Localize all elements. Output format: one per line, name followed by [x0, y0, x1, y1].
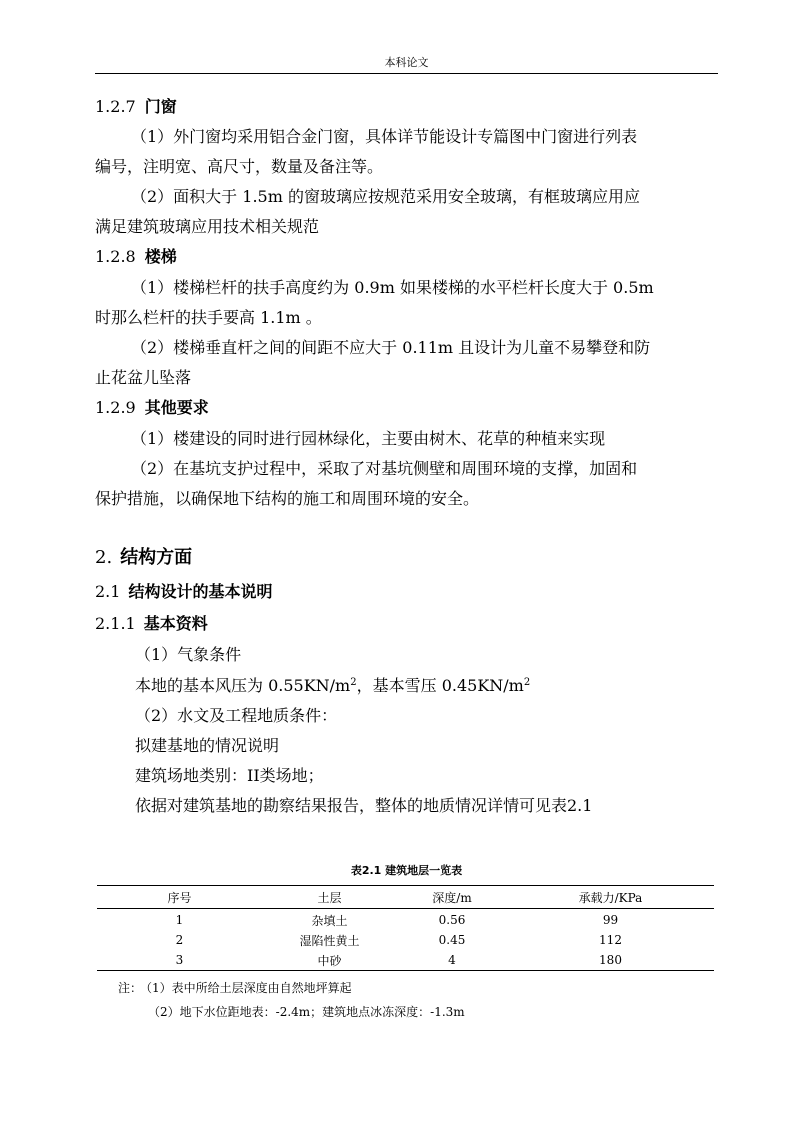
- table-cell: 1: [175, 913, 184, 927]
- table-cell: 112: [599, 933, 622, 947]
- table-cell: 3: [97, 950, 262, 971]
- table-cell: 0.56: [438, 913, 466, 927]
- table-cell: 180: [507, 950, 714, 971]
- paragraph-line: 时那么栏杆的扶手要高 1.1m 。: [95, 308, 322, 327]
- heading-title: 基本资料: [143, 614, 208, 633]
- heading-1-2-9: [95, 398, 209, 418]
- heading-number: 1.2.9: [95, 398, 136, 417]
- paragraph-line: 止花盆儿坠落: [95, 368, 192, 387]
- heading-1-2-8: [95, 247, 177, 267]
- note-line: （2）地下水位距地表：-2.4m；建筑地点冰冻深度：-1.3m: [148, 1005, 465, 1019]
- table-caption: 表2.1 建筑地层一览表: [350, 864, 463, 877]
- table-row: [97, 909, 714, 931]
- paragraph-line: （2）面积大于 1.5m 的窗玻璃应按规范采用安全玻璃，有框玻璃应用应: [131, 187, 640, 206]
- heading-title: 楼梯: [144, 247, 177, 266]
- table-cell: 2: [175, 933, 184, 947]
- paragraph-line: 编号，注明宽、高尺寸，数量及备注等。: [95, 157, 384, 176]
- table-cell: 湿陷性黄土: [299, 933, 360, 948]
- heading-1-2-7: [95, 97, 177, 117]
- heading-2: [95, 547, 192, 569]
- paragraph-line: （2）水文及工程地质条件：: [135, 706, 338, 725]
- heading-number: 1.2.8: [95, 247, 136, 266]
- paragraph-line: （2）在基坑支护过程中，采取了对基坑侧壁和周围环境的支撑，加固和: [131, 459, 638, 478]
- paragraph-line: （1）楼梯栏杆的扶手高度约为 0.9m 如果楼梯的水平栏杆长度大于 0.5m: [131, 278, 654, 297]
- paragraph-line: （1）气象条件: [135, 645, 242, 664]
- note-line: （1）表中所给土层深度由自然地坪算起: [146, 981, 352, 995]
- heading-title: 其他要求: [144, 398, 209, 417]
- heading-number: 2.: [95, 547, 113, 568]
- table-cell: 4: [397, 950, 507, 971]
- note-label: 注：: [118, 981, 143, 995]
- heading-number: 1.2.7: [95, 97, 136, 116]
- header-rule: [95, 73, 718, 74]
- table-cell: 中砂: [262, 950, 397, 971]
- page-header: 本科论文: [384, 56, 429, 69]
- table-row: [97, 930, 714, 950]
- paragraph-line: 建筑场地类别：II类场地；: [135, 766, 324, 785]
- heading-number: 2.1: [95, 582, 121, 601]
- heading-number: 2.1.1: [95, 614, 136, 633]
- column-header: 土层: [262, 886, 397, 909]
- heading-title: 结构方面: [120, 547, 193, 568]
- paragraph-line: 满足建筑玻璃应用技术相关规范: [95, 217, 320, 236]
- paragraph-line: （2）楼梯垂直杆之间的间距不应大于 0.11m 且设计为儿童不易攀登和防: [131, 338, 651, 357]
- heading-2-1-1: [95, 614, 208, 634]
- column-header: 深度/m: [397, 886, 507, 909]
- table-cell: 0.45: [438, 933, 466, 947]
- table-header-row: [97, 886, 714, 909]
- paragraph-line: 保护措施，以确保地下结构的施工和周围环境的安全。: [95, 489, 480, 508]
- paragraph-line: （1）楼建设的同时进行园林绿化，主要由树木、花草的种植来实现: [131, 429, 606, 448]
- table-note: [118, 980, 352, 996]
- table-row: [97, 950, 714, 971]
- column-header: 承载力/KPa: [507, 886, 714, 909]
- heading-title: 结构设计的基本说明: [128, 582, 273, 601]
- paragraph-line: 拟建基地的情况说明: [135, 736, 280, 755]
- paragraph-line: 依据对建筑基地的勘察结果报告，整体的地质情况详情可见表2.1: [135, 796, 593, 815]
- table-cell: 99: [602, 913, 619, 927]
- table-cell: 杂填土: [311, 913, 348, 928]
- wind-pressure-line: 本地的基本风压为 $0.55KN/m^2$，基本雪压 $0.45KN/m^2$: [135, 676, 531, 695]
- column-header: 序号: [97, 886, 262, 909]
- strata-table: [97, 885, 714, 971]
- heading-title: 门窗: [144, 97, 177, 116]
- heading-2-1: [95, 582, 272, 602]
- paragraph-line: （1）外门窗均采用铝合金门窗，具体详节能设计专篇图中门窗进行列表: [131, 127, 638, 146]
